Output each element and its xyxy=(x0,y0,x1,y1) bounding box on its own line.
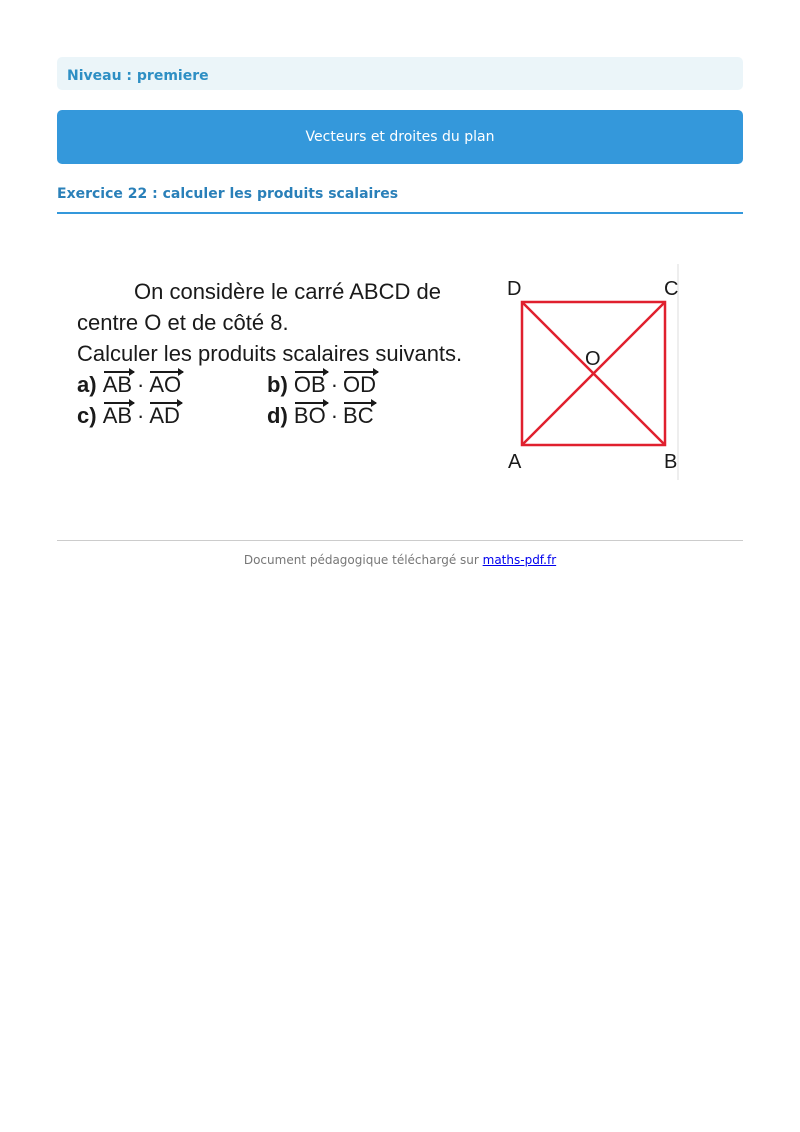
questions-row-2 xyxy=(77,400,497,431)
vector-right: AD xyxy=(149,400,180,431)
chapter-banner: Vecteurs et droites du plan xyxy=(57,110,743,164)
question-d xyxy=(267,400,457,431)
vector-left: AB xyxy=(103,369,132,400)
question-b xyxy=(267,369,457,400)
dot-operator: · xyxy=(330,403,339,428)
square-figure xyxy=(498,262,688,482)
statement-line-2: centre O et de côté 8. xyxy=(77,310,289,335)
vector-right: BC xyxy=(343,400,374,431)
label-c: C xyxy=(664,278,679,300)
level-box xyxy=(57,57,743,90)
footer-text: Document pédagogique téléchargé sur xyxy=(243,553,483,567)
question-letter: c) xyxy=(77,403,97,428)
level-label: Niveau : premiere xyxy=(67,68,209,84)
exercise-statement xyxy=(77,276,497,431)
label-b: B xyxy=(664,451,678,473)
question-c xyxy=(77,400,267,431)
dot-operator: · xyxy=(137,403,145,428)
question-letter: d) xyxy=(267,403,288,428)
vector-left: AB xyxy=(103,400,132,431)
label-o: O xyxy=(585,348,601,370)
label-a: A xyxy=(508,451,522,473)
statement-line-3: Calculer les produits scalaires suivants. xyxy=(77,341,463,366)
question-a xyxy=(77,369,267,400)
statement-line-1: On considère le carré ABCD de xyxy=(134,279,441,304)
dot-operator: · xyxy=(330,372,339,397)
exercise-title: Exercice 22 : calculer les produits scalaires xyxy=(57,186,399,202)
question-letter: a) xyxy=(77,372,97,397)
footer-link[interactable]: maths-pdf.fr xyxy=(482,553,557,567)
vector-right: OD xyxy=(343,369,376,400)
questions-row-1 xyxy=(77,369,497,400)
vector-left: OB xyxy=(294,369,326,400)
exercise-title-divider xyxy=(57,212,743,214)
footer-divider xyxy=(57,540,743,541)
dot-operator: · xyxy=(137,372,145,397)
label-d: D xyxy=(507,278,522,300)
footer xyxy=(57,553,743,567)
vector-left: BO xyxy=(294,400,326,431)
vector-right: AO xyxy=(149,369,181,400)
question-letter: b) xyxy=(267,372,288,397)
